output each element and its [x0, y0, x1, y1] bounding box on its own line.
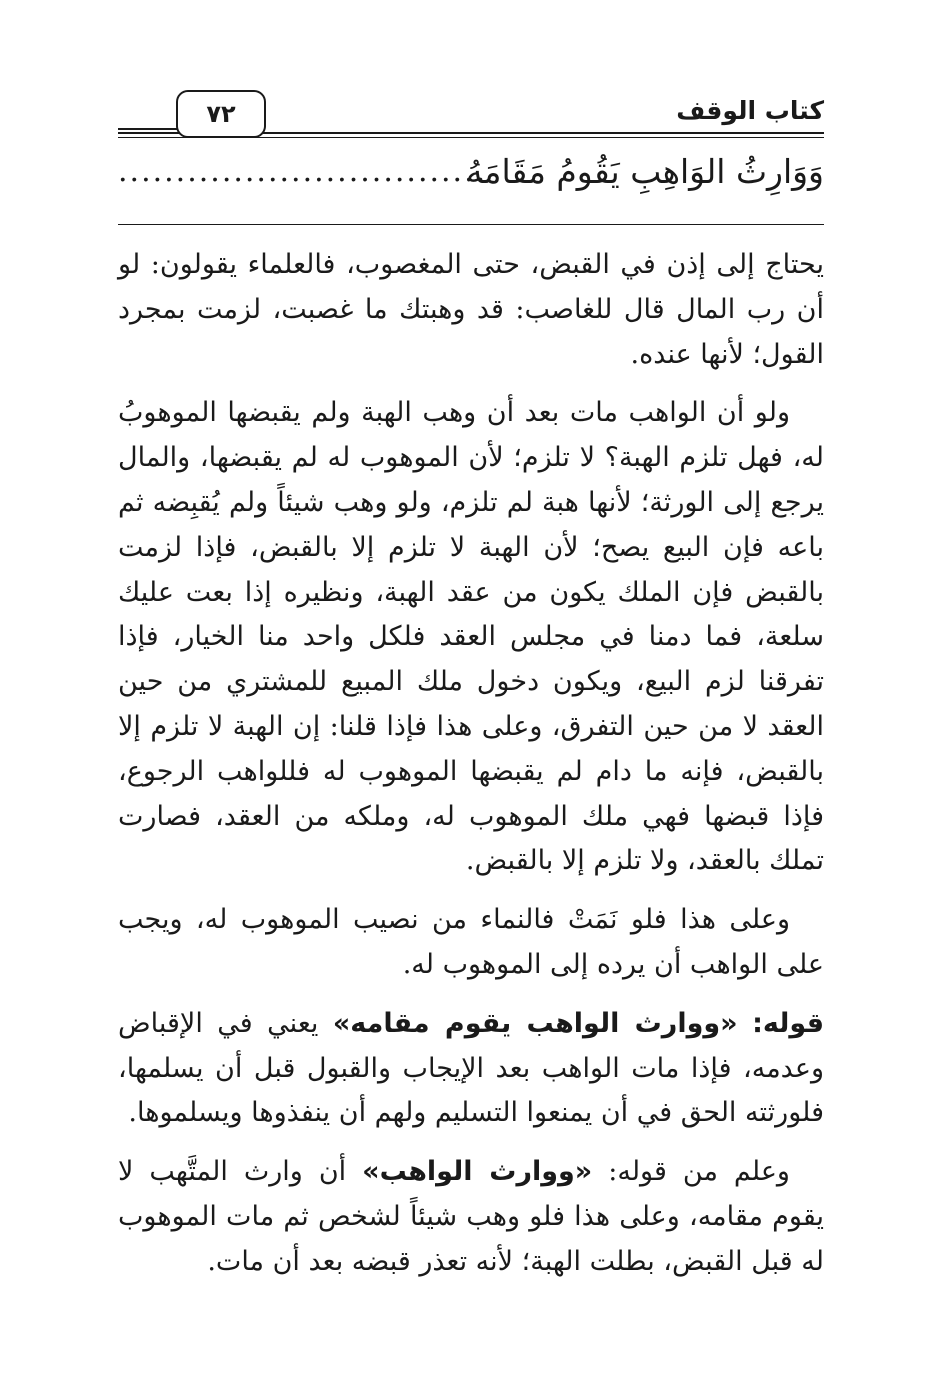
page-number: ٧٢ — [176, 90, 266, 138]
header-rule-left — [118, 128, 178, 130]
qawluhu-lead: قوله: — [752, 1007, 824, 1039]
commentary-body — [118, 243, 824, 1299]
qawluhu-quote: «ووارث الواهب يقوم مقامه» — [332, 1007, 738, 1039]
header-rule-left-thin — [118, 133, 178, 134]
paragraph-2: ولو أن الواهب مات بعد أن وهب الهبة ولم يقبضها الموهوبُ له، فهل تلزم الهبة؟ لا تلزم؛ لأن الموهوب له لم يقبضها، والمال يرجع إلى الورثة؛ لأنها هبة لم تلزم، ولو وهب شيئاً ولم يُقبِضه ثم باعه فإن البيع يصح؛ لأن الهبة لا تلزم إلا بالقبض، فإذا لزمت بالقبض فإن الملك يكون من عقد الهبة، ونظيره إذا بعت عليك سلعة، فما دمنا في مجلس العقد فلكل واحد منا الخيار، فإذا تفرقنا لزم البيع، ويكون دخول ملك المبيع للمشتري من حين العقد لا من حين التفرق، وعلى هذا فإذا قلنا: إن الهبة لا تلزم إلا بالقبض، فإنه ما دام لم يقبضها الموهوب له فللواهب الرجوع، فإذا قبضها فهي ملك الموهوب له، وملكه من العقد، فصارت تملك بالعقد، ولا تلزم إلا بالقبض. — [118, 397, 824, 877]
paragraph-last — [118, 1150, 824, 1284]
last-quote: «ووارث الواهب» — [362, 1156, 593, 1188]
paragraph-qawluhu — [118, 1002, 824, 1136]
qawluhu-text: يعني في الإقباض وعدمه، فإذا مات الواهب بعد الإيجاب والقبول قبل أن يسلمها، فلورثته الحق في أن يمنعوا التسليم ولهم أن ينفذوها ويسلموها. — [118, 1007, 824, 1129]
verse-line — [118, 152, 824, 212]
book-title: كتاب الوقف — [676, 96, 824, 125]
verse-dots: ................................ — [118, 154, 488, 189]
verse-separator — [118, 224, 824, 225]
last-lead: وعلم من قوله: — [608, 1156, 790, 1188]
paragraph-3: وعلى هذا فلو نَمَتْ فالنماء من نصيب الموهوب له، ويجب على الواهب أن يرده إلى الموهوب له. — [118, 904, 824, 980]
last-text: أن وارث المتَّهب لا يقوم مقامه، وعلى هذا فلو وهب شيئاً لشخص ثم مات الموهوب له قبل القبض، بطلت الهبة؛ لأنه تعذر قبضه بعد أن مات. — [118, 1156, 824, 1277]
running-header — [118, 92, 824, 142]
paragraph-1: يحتاج إلى إذن في القبض، حتى المغصوب، فالعلماء يقولون: لو أن رب المال قال للغاصب: قد وهبتك ما غصبت، لزمت بمجرد القول؛ لأنها عنده. — [118, 249, 824, 370]
verse-text: وَوَارِثُ الوَاهِبِ يَقُومُ مَقَامَهُ — [466, 152, 824, 191]
